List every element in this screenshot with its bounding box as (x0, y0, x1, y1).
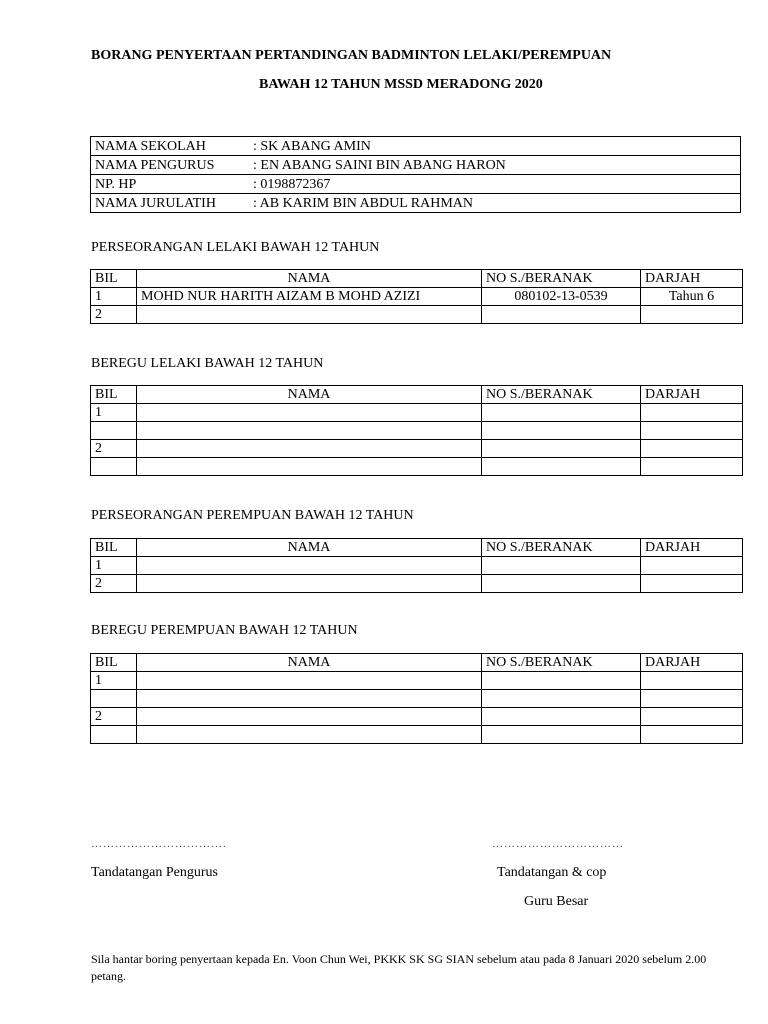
cell-no[interactable] (482, 708, 641, 726)
cell-nama[interactable] (137, 708, 482, 726)
table-header-row (91, 539, 743, 557)
table-row (91, 726, 743, 744)
cell-no[interactable] (482, 575, 641, 593)
table-row (91, 458, 743, 476)
table-header-row (91, 270, 743, 288)
cell-darjah[interactable] (641, 690, 743, 708)
cell-no[interactable] (482, 557, 641, 575)
table-header-row (91, 654, 743, 672)
table-row (91, 404, 743, 422)
info-row (91, 194, 741, 213)
info-label: NAMA PENGURUS (91, 156, 250, 175)
signature-label-pengurus: Tandatangan Pengurus (91, 865, 218, 880)
table-row (91, 672, 743, 690)
col-no-header: NO S./BERANAK (482, 386, 641, 404)
table-header-row (91, 386, 743, 404)
cell-bil: 1 (91, 404, 137, 422)
table-row (91, 690, 743, 708)
table-row (91, 422, 743, 440)
col-bil-header: BIL (91, 654, 137, 672)
col-nama-header: NAMA (137, 270, 482, 288)
cell-bil: 2 (91, 440, 137, 458)
table-row (91, 288, 743, 306)
table-row (91, 306, 743, 324)
signature-line-guru-besar[interactable]: …………………………… (492, 838, 624, 850)
info-row (91, 175, 741, 194)
cell-nama[interactable] (137, 404, 482, 422)
col-bil-header: BIL (91, 386, 137, 404)
cell-nama[interactable] (137, 575, 482, 593)
table-row (91, 575, 743, 593)
cell-bil (91, 726, 137, 744)
cell-nama[interactable] (137, 672, 482, 690)
cell-bil: 2 (91, 575, 137, 593)
cell-bil: 1 (91, 288, 137, 306)
info-value[interactable]: : SK ABANG AMIN (249, 137, 741, 156)
cell-darjah[interactable] (641, 672, 743, 690)
submission-note: Sila hantar boring penyertaan kepada En. Voon Chun Wei, PKKK SK SG SIAN sebelum atau pada 8 Januari 2020 sebelum 2.00 petang. (91, 952, 707, 983)
col-bil-header: BIL (91, 539, 137, 557)
cell-darjah[interactable] (641, 306, 743, 324)
cell-no[interactable]: 080102-13-0539 (482, 288, 641, 306)
entry-table-perseorangan-perempuan (90, 538, 743, 593)
entry-table-beregu-perempuan (90, 653, 743, 744)
info-row (91, 137, 741, 156)
cell-nama[interactable] (137, 726, 482, 744)
signature-label-tandatangan-cop: Tandatangan & cop (497, 865, 607, 880)
cell-nama[interactable] (137, 458, 482, 476)
col-nama-header: NAMA (137, 539, 482, 557)
section-heading: BEREGU LELAKI BAWAH 12 TAHUN (91, 356, 324, 371)
signature-label-guru-besar: Guru Besar (524, 894, 589, 909)
info-value[interactable]: : 0198872367 (249, 175, 741, 194)
cell-darjah[interactable] (641, 458, 743, 476)
cell-darjah[interactable] (641, 422, 743, 440)
cell-bil: 1 (91, 557, 137, 575)
cell-bil (91, 458, 137, 476)
col-nama-header: NAMA (137, 654, 482, 672)
col-no-header: NO S./BERANAK (482, 270, 641, 288)
school-info-table (90, 136, 741, 213)
info-value[interactable]: : EN ABANG SAINI BIN ABANG HARON (249, 156, 741, 175)
cell-bil: 2 (91, 306, 137, 324)
table-row (91, 440, 743, 458)
cell-nama[interactable] (137, 557, 482, 575)
info-row (91, 156, 741, 175)
cell-darjah[interactable]: Tahun 6 (641, 288, 743, 306)
cell-no[interactable] (482, 726, 641, 744)
table-row (91, 708, 743, 726)
cell-no[interactable] (482, 306, 641, 324)
col-darjah-header: DARJAH (641, 654, 743, 672)
signature-line-pengurus[interactable]: ……………………………. (91, 838, 227, 850)
cell-no[interactable] (482, 404, 641, 422)
entry-table-beregu-lelaki (90, 385, 743, 476)
cell-darjah[interactable] (641, 575, 743, 593)
cell-bil: 2 (91, 708, 137, 726)
cell-nama[interactable] (137, 440, 482, 458)
cell-darjah[interactable] (641, 440, 743, 458)
cell-nama[interactable] (137, 306, 482, 324)
cell-darjah[interactable] (641, 404, 743, 422)
info-label: NAMA SEKOLAH (91, 137, 250, 156)
cell-nama[interactable] (137, 422, 482, 440)
section-heading: PERSEORANGAN LELAKI BAWAH 12 TAHUN (91, 240, 380, 255)
cell-darjah[interactable] (641, 726, 743, 744)
cell-no[interactable] (482, 422, 641, 440)
col-darjah-header: DARJAH (641, 270, 743, 288)
cell-no[interactable] (482, 690, 641, 708)
form-title-line1: BORANG PENYERTAAN PERTANDINGAN BADMINTON LELAKI/PEREMPUAN (91, 48, 612, 63)
cell-no[interactable] (482, 672, 641, 690)
cell-nama[interactable]: MOHD NUR HARITH AIZAM B MOHD AZIZI (137, 288, 482, 306)
info-value[interactable]: : AB KARIM BIN ABDUL RAHMAN (253, 195, 474, 211)
cell-darjah[interactable] (641, 708, 743, 726)
form-title-line2: BAWAH 12 TAHUN MSSD MERADONG 2020 (259, 77, 543, 92)
col-no-header: NO S./BERANAK (482, 654, 641, 672)
col-nama-header: NAMA (137, 386, 482, 404)
table-row (91, 557, 743, 575)
col-no-header: NO S./BERANAK (482, 539, 641, 557)
cell-no[interactable] (482, 440, 641, 458)
col-darjah-header: DARJAH (641, 386, 743, 404)
cell-no[interactable] (482, 458, 641, 476)
cell-bil: 1 (91, 672, 137, 690)
cell-darjah[interactable] (641, 557, 743, 575)
col-bil-header: BIL (91, 270, 137, 288)
col-darjah-header: DARJAH (641, 539, 743, 557)
cell-nama[interactable] (137, 690, 482, 708)
cell-bil (91, 690, 137, 708)
info-label: NAMA JURULATIH (95, 195, 216, 211)
section-heading: PERSEORANGAN PEREMPUAN BAWAH 12 TAHUN (91, 508, 414, 523)
entry-table-perseorangan-lelaki (90, 269, 743, 324)
info-label: NP. HP (91, 175, 250, 194)
section-heading: BEREGU PEREMPUAN BAWAH 12 TAHUN (91, 623, 358, 638)
cell-bil (91, 422, 137, 440)
